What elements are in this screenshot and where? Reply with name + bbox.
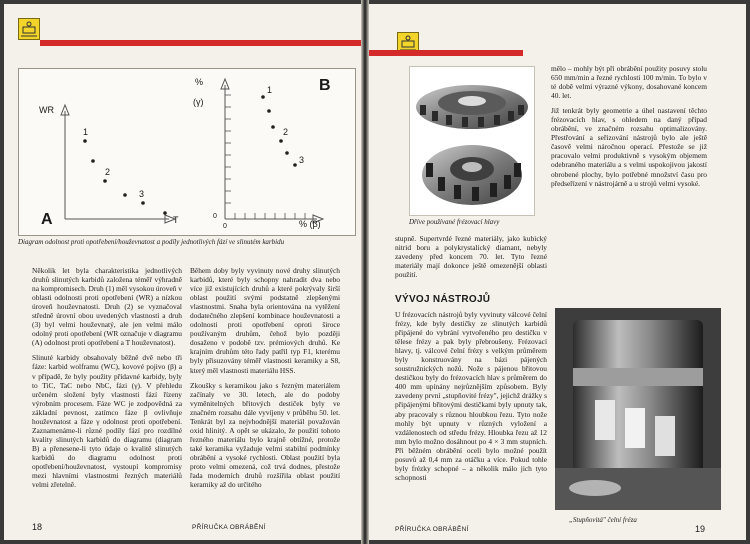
panel-b-zero-y: 0 — [213, 213, 217, 220]
photo-stepped-face-mill — [555, 308, 721, 510]
left-page — [4, 4, 361, 540]
right-page — [369, 4, 746, 540]
paragraph: Zkoušky s keramikou jako s řezným materiálem začínaly ve 30. letech, ale do podoby vyměnitelných břitových destiček byly ve značném rozsahu dále vyvíjeny v průběhu 50. let. Tenkrát byl za nejvhodnější materiál považován oxid hlinitý. A opět se ukázalo, že použití tohoto řezného materiálu bylo krajně obtížné, protože také keramika vyžaduje velmi stabilní podmínky obrábění a vysoké rychlosti. Oblast použití byla proto velmi omezená, což trvá dodnes, přestože řada moderních druhů rozšířila oblast použití keramiky až do určitého — [190, 380, 340, 490]
right-column-top — [551, 64, 707, 194]
diagram-caption: Diagram odolnost proti opotřebení/houževnatost a podíly jednotlivých fází ve slinutém karbidu — [18, 238, 285, 246]
section-heading: VÝVOJ NÁSTROJŮ — [395, 294, 491, 305]
paragraph: Slinuté karbidy obsahovaly běžně dvě nebo tři fáze: karbid wolframu (WC), kovové pojivo (β) a v případě, že byly použity přídavné karbidy, byly to TiC, TaC nebo NbC, fázi (γ). V přehledu určeném složení byly vlastnosti fází řízeny výrobním procesem. Fáze WC je zodpovědná za základní pevnost, zatímco fáze β ovlivňuje houževnatost a fáze γ odolnost proti opotřebení. Zaznamenáme-li různé podíly fází pro rozdílné kvality slinutých karbidů do diagramu (diagram B) a přenesene-li tyto údaje o kvalitě slinutých karbidů do diagramu odolnost proti opotřebení/houževnatost, vystoupí kompromisy mezi hlavními vlastnostmi řezných materiálů velmi zřetelně. — [32, 353, 182, 490]
panel-a-point-2a — [103, 179, 107, 183]
panel-b-point-3b — [293, 163, 297, 167]
panel-a-point-3b — [163, 211, 167, 215]
panel-a-xlabel: T — [173, 215, 179, 225]
panel-b-point-1b — [267, 109, 271, 113]
photo1-caption: Dříve používané frézovací hlavy — [409, 218, 500, 226]
panel-b-ylabel-top: % — [195, 77, 204, 87]
panel-b-label-2: 2 — [283, 127, 289, 137]
tool-logo-icon — [18, 18, 40, 40]
right-column-mid: stupně. Supertvrdé řezné materiály, jako kubický nitrid boru a polykrystalický diamant, nebyly zavedeny před koncem 70. let. Tyto řezné materiály mají dokonce ještě omezenější oblasti použití. — [395, 234, 547, 280]
paragraph: Během doby byly vyvinuty nové druhy slinutých karbidů, které byly schopny nahradit dva nebo více již existujících druhů a které pokrývaly širší oblast použití svými podstatně zlepšenými vlastnostmi. Snaha byla orientována na vytěžení dodatečného zlepšení kombinace houževnatosti a odolnosti proti opotřebení oproti široce používaným druhům, čehož bylo později dosaženo v podobě tzv. prémiových druhů. Ke krajním druhům této řady patřil typ F1, kterému byly přisuzovány téměř vlastnosti keramiky a S8, který měl vlastnosti materiálu HSS. — [190, 266, 340, 375]
panel-b-zero-x: 0 — [223, 223, 227, 230]
paragraph: Již tenkrát byly geometrie a úhel nastavení těchto frézovacích hlav, s ohledem na daný případ obrábění, ve značném rozsahu optimalizovány. Přestřování a seřizování nástrojů bylo ale ještě časově velmi náročnou operací. Přestože se již pracovalo velmi produktivně s vysokým objemem odebraného materiálu a s velmi uspokojivou jakostí obrobené plochy, bylo potřebné množství času pro předseřízení v nástrojárně a u strojů velmi vysoké. — [551, 106, 707, 188]
panel-b-xlabel: % (β) — [299, 219, 321, 229]
photo2-caption: „Stupňovitá" čelní fréza — [569, 516, 637, 524]
book-spine — [361, 0, 369, 544]
panel-a-tag: A — [41, 211, 53, 228]
page-number: 18 — [32, 522, 43, 532]
right-column-bottom: U frézovacích nástrojů byly vyvinuty válcové čelní frézy, kde byly destičky ze slinutých karbidů připájené do vybrání vytvořeného pro destičku v tělese frézy a pak byly přebroušeny. Frézovací hlavy, tj. válcové čelní frézy s velkým průměrem byly konstruovány na bázi pájených soustružnických nožů. Nože s pájenou břitovou destičkou byly do frézovacích hlav s průměrem do 400 mm upínány nejrůznějším způsobem. Byly zavedeny první „stupňovité frézy", jejichž drážky s připájenými břitovými destičkami byly upnuty tak, aby pracovaly s různou hloubkou řezu. Tyto nože mohly být upnuty v různých vyložení a vzdálenostech od středu frézy. Hloubka řezu až 12 mm bylo možno dosáhnout po 4 × 3 mm stupních. Při běžném obrábění oceli bylo možné použít posuvů až 0,4 mm za otáčku a více. Pokud tohle byly frézky schopné – a několik málo jich tyto schopnosti — [395, 310, 547, 482]
panel-b-ylabel-sub: (γ) — [193, 97, 204, 107]
panel-a-ylabel: WR — [39, 105, 54, 115]
panel-a-label-3: 3 — [139, 189, 145, 199]
left-column-2 — [190, 266, 340, 495]
panel-b-label-1: 1 — [267, 85, 273, 95]
page-footer: PŘÍRUČKA OBRÁBĚNÍ — [192, 524, 266, 531]
panel-a-point-1b — [91, 159, 95, 163]
diagram-box — [18, 68, 356, 236]
panel-b-point-3a — [285, 151, 289, 155]
panel-b-point-1a — [261, 95, 265, 99]
panel-b-point-2b — [279, 139, 283, 143]
panel-a-point-3a — [141, 201, 145, 205]
panel-a-point-1a — [83, 139, 87, 143]
panel-b-tag: B — [319, 77, 331, 94]
page-number: 19 — [695, 524, 706, 534]
header-red-bar — [369, 50, 523, 56]
panel-b-point-2a — [271, 125, 275, 129]
diagram-svg — [19, 69, 355, 235]
photo-milling-heads — [409, 66, 535, 216]
paragraph: Několik let byla charakteristika jednotlivých druhů slinutých karbidů založena téměř výhradně na kompromisech. Druh (1) měl vysokou úroveň v oblasti odolnosti proti opotřebení (WR) a nízkou úroveň houževnatosti. Druh (2) se vyznačoval středně úrovní obou uvedených vlastností a druh (3) byl velmi houževnatý, ale jen velmi málo odolný proti opotřebení (WR označuje v diagramu (A) odolnost proti opotřebení a T houževnatost). — [32, 266, 182, 348]
panel-a-label-2: 2 — [105, 167, 111, 177]
panel-a-label-1: 1 — [83, 127, 89, 137]
panel-b-y-ticks — [225, 95, 231, 203]
page-footer: PŘÍRUČKA OBRÁBĚNÍ — [395, 526, 469, 533]
panel-a-point-2b — [123, 193, 127, 197]
panel-b-x-ticks — [235, 213, 305, 219]
left-column-1 — [32, 266, 182, 495]
panel-b-label-3: 3 — [299, 155, 305, 165]
header-red-bar — [40, 40, 361, 46]
paragraph: mělo – mohly být při obrábění použity posuvy stolu 650 mm/min a řezné rychlosti 100 m/min. To bylo v té době velmi výrazné výkony, dosahované koncem 40. let. — [551, 64, 707, 101]
